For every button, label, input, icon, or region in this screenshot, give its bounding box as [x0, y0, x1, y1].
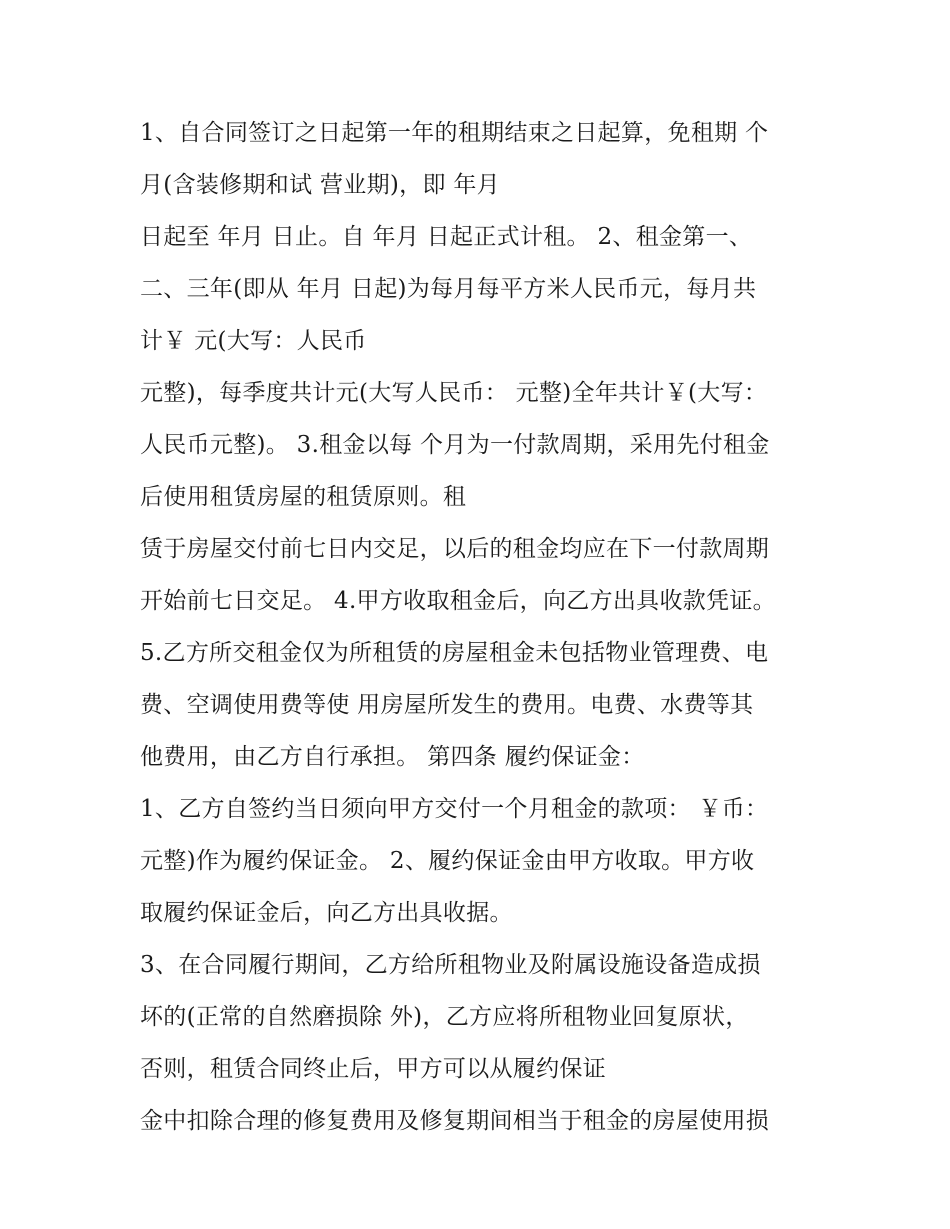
text-line: 开始前七日交足。 4.甲方收取租金后，向乙方出具收款凭证。 [140, 588, 776, 614]
text-line: 费、空调使用费等使 用房屋所发生的费用。电费、水费等其 [140, 692, 754, 718]
text-line: 人民币元整)。 3.租金以每 个月为一付款周期，采用先付租金 [140, 432, 770, 458]
text-line: 他费用，由乙方自行承担。 第四条 履约保证金： [140, 744, 645, 770]
text-line: 5.乙方所交租金仅为所租赁的房屋租金未包括物业管理费、电 [140, 640, 769, 666]
text-line: 1、自合同签订之日起第一年的租期结束之日起算，免租期 个 [140, 120, 769, 146]
text-line: 坏的(正常的自然磨损除 外)，乙方应将所租物业回复原状， [140, 1004, 749, 1030]
text-line: 取履约保证金后，向乙方出具收据。 [140, 900, 513, 926]
text-line: 元整)，每季度共计元(大写人民币： 元整)全年共计￥(大写： [140, 380, 768, 406]
text-line: 日起至 年月 日止。自 年月 日起正式计租。 2、租金第一、 [140, 224, 753, 250]
text-line: 赁于房屋交付前七日内交足，以后的租金均应在下一付款周期 [140, 536, 770, 562]
contract-body-text [140, 107, 830, 1147]
text-line: 二、三年(即从 年月 日起)为每月每平方米人民币元，每月共 [140, 276, 757, 302]
text-line: 后使用租赁房屋的租赁原则。租 [140, 484, 467, 510]
text-line: 元整)作为履约保证金。 2、履约保证金由甲方收取。甲方收 [140, 848, 755, 874]
text-line: 月(含装修期和试 营业期)，即 年月 [140, 172, 500, 198]
text-line: 1、乙方自签约当日须向甲方交付一个月租金的款项： ￥币： [140, 796, 769, 822]
text-line: 否则，租赁合同终止后，甲方可以从履约保证 [140, 1056, 606, 1082]
text-line: 3、在合同履行期间，乙方给所租物业及附属设施设备造成损 [140, 952, 761, 978]
text-line: 金中扣除合理的修复费用及修复期间相当于租金的房屋使用损 [140, 1108, 770, 1134]
text-line: 计￥ 元(大写：人民币 [140, 328, 367, 354]
